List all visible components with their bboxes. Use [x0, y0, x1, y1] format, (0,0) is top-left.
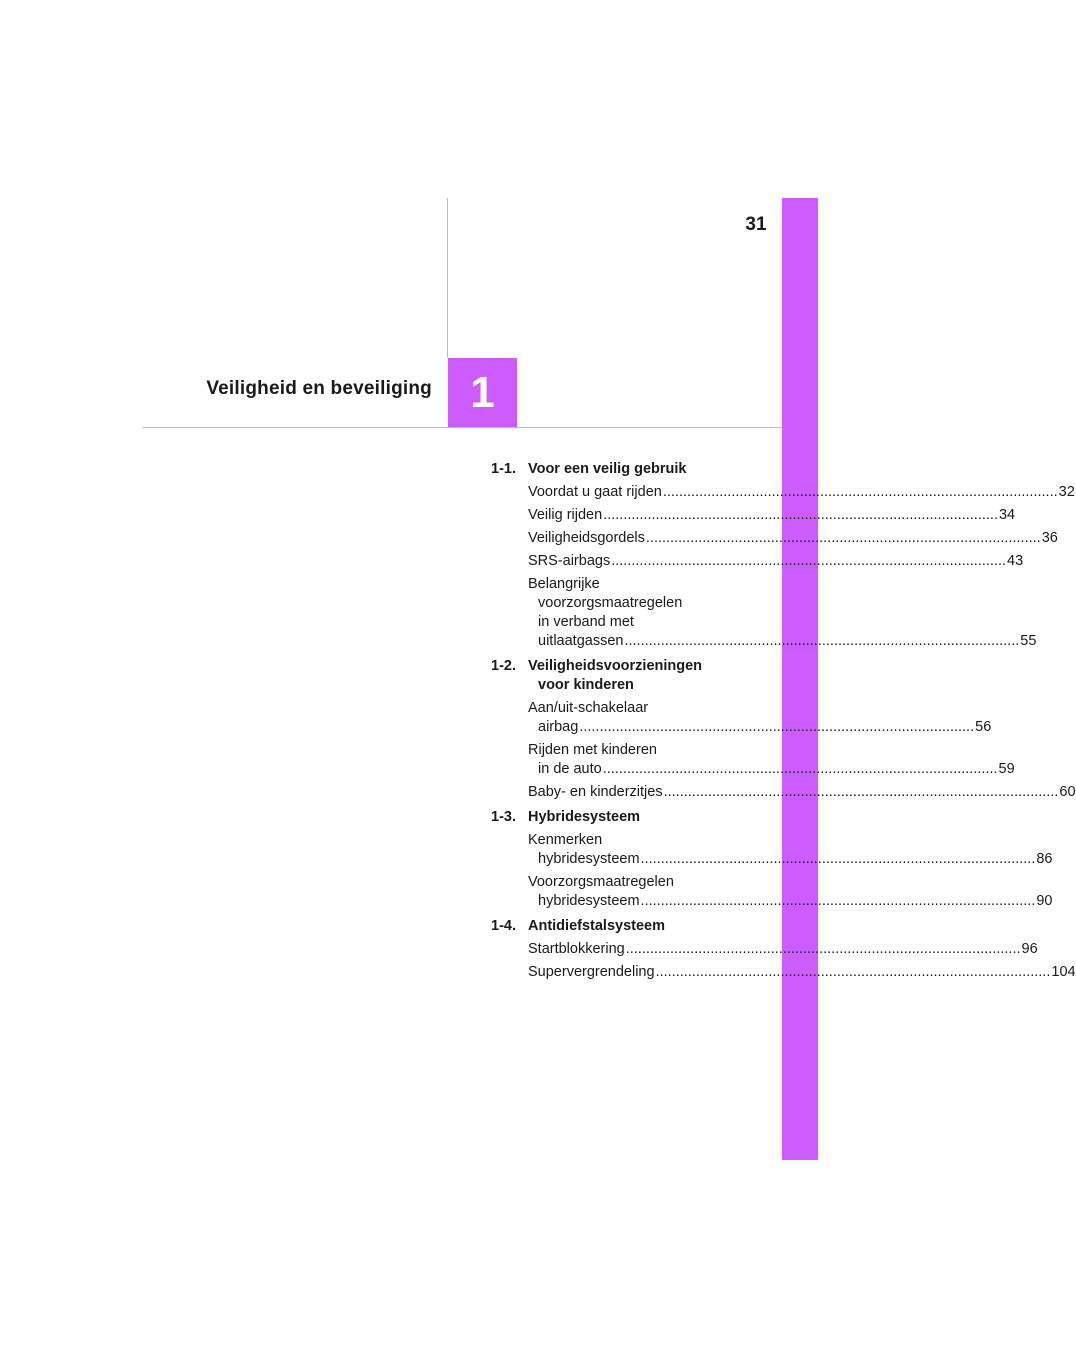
toc-entry[interactable]	[528, 483, 1075, 502]
toc-page-number: 90	[1036, 893, 1053, 909]
toc-entry-leader-line	[528, 632, 1037, 651]
toc-entry[interactable]	[528, 783, 1076, 802]
toc-section-number: 1-2.	[491, 658, 516, 674]
toc-entry-title: Supervergrendeling	[528, 964, 655, 980]
toc-entry-title: SRS-airbags	[528, 553, 611, 569]
toc-page-number: 55	[1020, 633, 1037, 649]
toc-dot-leader	[664, 784, 1059, 800]
chapter-title: Veiligheid en beveiliging	[206, 378, 432, 399]
toc-section	[491, 808, 1053, 911]
toc-entry-line: Rijden met kinderen	[528, 742, 657, 758]
toc-page-number: 56	[975, 719, 992, 735]
toc-section-heading[interactable]	[491, 460, 741, 479]
toc-page-number: 86	[1036, 851, 1053, 867]
toc-entry[interactable]	[528, 741, 1015, 779]
table-of-contents	[491, 460, 1076, 986]
toc-section-title-line: Hybridesysteem	[528, 809, 641, 825]
toc-entry-title: hybridesysteem	[538, 893, 640, 909]
toc-dot-leader	[579, 719, 974, 735]
toc-entry-line: Aan/uit-schakelaar	[528, 700, 649, 716]
toc-entry[interactable]	[528, 831, 1053, 869]
toc-entry-line: voorzorgsmaatregelen	[538, 595, 683, 611]
toc-entry[interactable]	[528, 699, 992, 737]
toc-entry[interactable]	[528, 506, 1016, 525]
toc-entry-title: in de auto	[538, 761, 602, 777]
toc-section-title	[528, 460, 741, 479]
toc-section	[491, 460, 1075, 651]
toc-page-number: 104	[1051, 964, 1076, 980]
toc-entry[interactable]	[528, 529, 1058, 548]
toc-section-title-line: Antidiefstalsysteem	[528, 918, 665, 934]
toc-dot-leader	[641, 851, 1036, 867]
toc-dot-leader	[656, 964, 1051, 980]
page-number: 31	[745, 214, 767, 235]
toc-section-heading[interactable]	[491, 917, 741, 936]
toc-entry[interactable]	[528, 552, 1024, 571]
toc-section-heading[interactable]	[491, 808, 741, 827]
toc-section-number: 1-4.	[491, 918, 516, 934]
toc-dot-leader	[611, 553, 1006, 569]
toc-section-title	[528, 808, 741, 827]
toc-entry-leader-line	[528, 892, 1053, 911]
toc-section-title	[528, 917, 741, 936]
toc-entry-leader-line	[528, 483, 1075, 502]
toc-entry-line: Belangrijke	[528, 576, 600, 592]
toc-entry[interactable]	[528, 963, 1076, 982]
toc-entry-leader-line	[528, 718, 992, 737]
chapter-number-box	[448, 358, 517, 427]
toc-dot-leader	[646, 530, 1041, 546]
toc-page-number: 59	[998, 761, 1015, 777]
toc-dot-leader	[603, 507, 998, 523]
toc-entry-title: hybridesysteem	[538, 851, 640, 867]
chapter-number: 1	[470, 367, 495, 417]
toc-section	[491, 657, 1076, 802]
toc-entry-title: Veiligheidsgordels	[528, 530, 645, 546]
toc-page-number: 43	[1007, 553, 1024, 569]
toc-entry-title: Startblokkering	[528, 941, 625, 957]
toc-dot-leader	[663, 484, 1058, 500]
toc-entry-leader-line	[528, 552, 1024, 571]
vertical-rule	[447, 198, 448, 358]
toc-section-title-line: Voor een veilig gebruik	[528, 461, 687, 477]
toc-entry-leader-line	[528, 963, 1076, 982]
toc-dot-leader	[641, 893, 1036, 909]
toc-dot-leader	[624, 633, 1019, 649]
toc-entry-leader-line	[528, 940, 1038, 959]
horizontal-rule	[142, 427, 782, 428]
toc-dot-leader	[603, 761, 998, 777]
toc-page-number: 34	[998, 507, 1016, 523]
toc-dot-leader	[626, 941, 1021, 957]
toc-entry-title: Baby- en kinderzitjes	[528, 784, 663, 800]
toc-section-title-line: voor kinderen	[538, 677, 634, 693]
toc-entry[interactable]	[528, 575, 1037, 651]
toc-section-heading[interactable]	[491, 657, 741, 695]
toc-section-title	[528, 657, 741, 695]
chapter-side-tab	[782, 198, 818, 1160]
toc-section-number: 1-1.	[491, 461, 516, 477]
toc-entry-leader-line	[528, 506, 1016, 525]
toc-entry-line: in verband met	[538, 614, 634, 630]
toc-entry[interactable]	[528, 940, 1038, 959]
toc-section	[491, 917, 1076, 982]
toc-section-number: 1-3.	[491, 809, 516, 825]
toc-entry-title: Veilig rijden	[528, 507, 603, 523]
toc-page-number: 60	[1059, 784, 1076, 800]
toc-entry[interactable]	[528, 873, 1053, 911]
toc-section-title-line: Veiligheidsvoorzieningen	[528, 658, 703, 674]
toc-entry-title: airbag	[538, 719, 579, 735]
toc-entry-title: Voordat u gaat rijden	[528, 484, 662, 500]
toc-page-number: 36	[1041, 530, 1058, 546]
toc-entry-line: Voorzorgsmaatregelen	[528, 874, 674, 890]
toc-page-number: 32	[1058, 484, 1075, 500]
toc-entry-title: uitlaatgassen	[538, 633, 624, 649]
toc-entry-leader-line	[528, 850, 1053, 869]
toc-entry-leader-line	[528, 760, 1015, 779]
toc-entry-leader-line	[528, 529, 1058, 548]
toc-page-number: 96	[1021, 941, 1038, 957]
toc-entry-line: Kenmerken	[528, 832, 603, 848]
toc-entry-leader-line	[528, 783, 1076, 802]
